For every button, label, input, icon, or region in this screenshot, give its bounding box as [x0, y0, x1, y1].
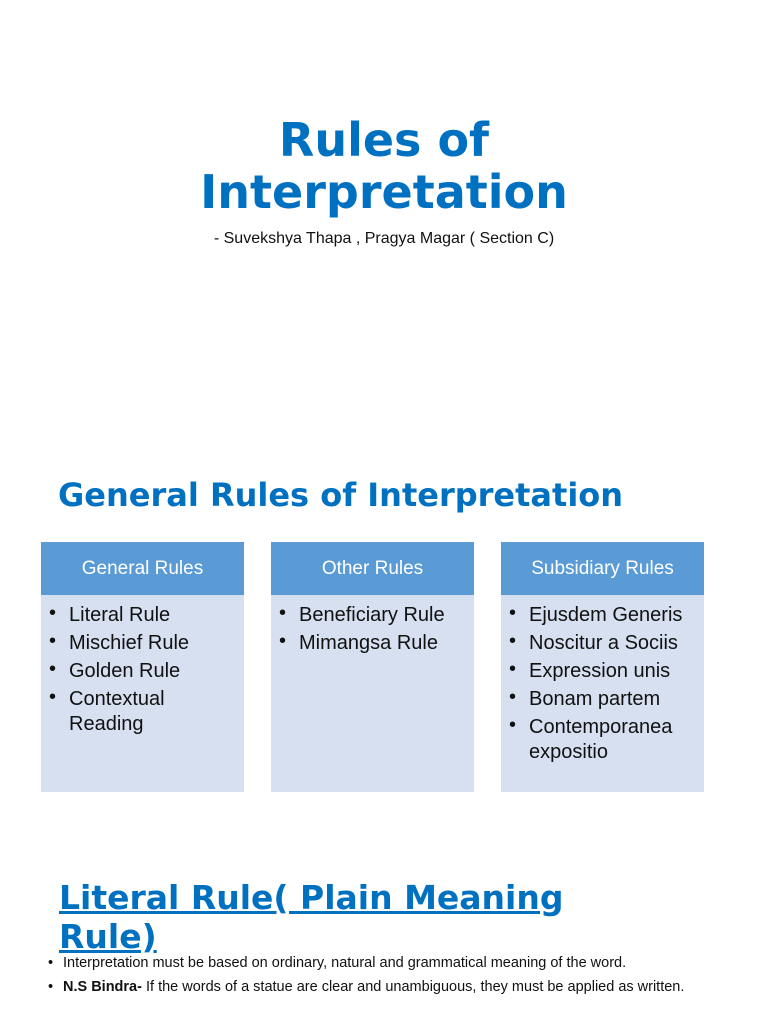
- rule-box-general: [41, 542, 244, 792]
- rule-box-body: [271, 595, 474, 792]
- rule-box-subsidiary: [501, 542, 704, 792]
- list-item: • Interpretation must be based on ordinary, natural and grammatical meaning of the word.: [46, 954, 726, 972]
- title-line-1: Literal Rule( Plain Meaning: [59, 878, 564, 917]
- list-item: • Golden Rule: [49, 659, 244, 684]
- list-item: • Beneficiary Rule: [279, 603, 474, 628]
- rule-box-header: Other Rules: [271, 542, 474, 595]
- title-line-1: Rules of: [278, 113, 490, 167]
- rule-box-other: [271, 542, 474, 792]
- list-item: • Contextual Reading: [49, 687, 244, 737]
- title-line-2: Interpretation: [200, 165, 568, 219]
- citation-text: If the words of a statue are clear and unambiguous, they must be applied as written.: [141, 979, 685, 995]
- presentation-subtitle: - Suvekshya Thapa , Pragya Magar ( Section C): [213, 230, 555, 247]
- rule-box-body: [501, 595, 704, 792]
- list-item: • Ejusdem Generis: [509, 603, 704, 628]
- presentation-title: [0, 114, 768, 218]
- title-line-2: Rule): [59, 917, 157, 956]
- literal-rule-bullets: [46, 954, 726, 1002]
- list-item: • Literal Rule: [49, 603, 244, 628]
- list-item: • Mimangsa Rule: [279, 631, 474, 656]
- rule-box-header: General Rules: [41, 542, 244, 595]
- slide-title-general-rules: General Rules of Interpretation: [58, 476, 624, 514]
- list-item: • Expression unis: [509, 659, 704, 684]
- citation-name: N.S Bindra-: [63, 979, 142, 995]
- list-item: • Contemporanea expositio: [509, 715, 704, 765]
- list-item: • Mischief Rule: [49, 631, 244, 656]
- list-item: • Bonam partem: [509, 687, 704, 712]
- rule-box-body: [41, 595, 244, 792]
- list-item: • Noscitur a Sociis: [509, 631, 704, 656]
- list-item: [46, 978, 726, 996]
- slide-title-literal-rule: [59, 878, 563, 956]
- rule-box-header: Subsidiary Rules: [501, 542, 704, 595]
